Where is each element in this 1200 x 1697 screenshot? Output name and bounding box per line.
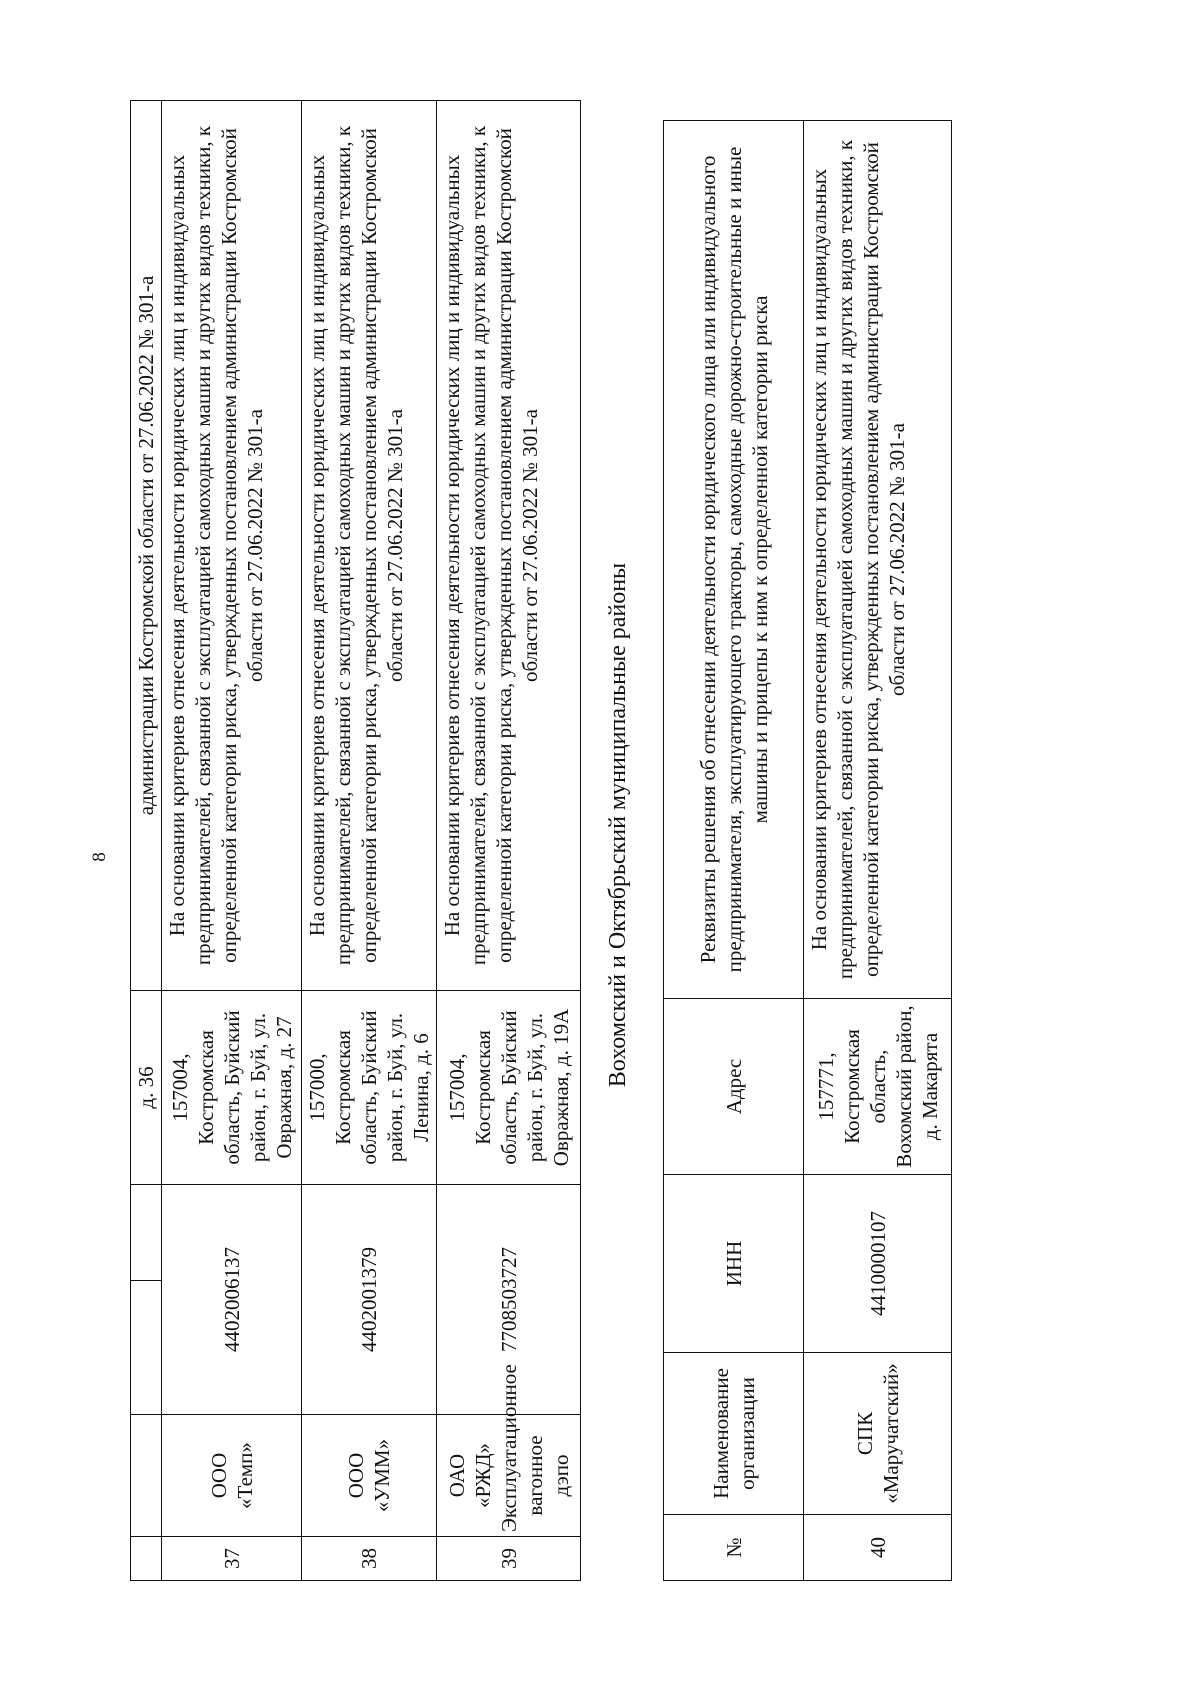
header-requisites: Реквизиты решения об отнесении деятельности юридического лица или индивидуального предпринимателя, эксплуатирующего тракторы, самоходные дорожно-строительные и иные машины и прицепы к ним к определенной категории риска	[664, 121, 804, 999]
org-requisites: На основании критериев отнесения деятельности юридических лиц и индивидуальных предпринимателей, связанной с эксплуатацией самоходных машин и других видов техники, к определенной категории риска, утвержденных постановлением администрации Костромской области от 27.06.2022 № 301-а	[437, 101, 581, 991]
organizations-table-buysky	[130, 101, 574, 1581]
org-requisites: На основании критериев отнесения деятельности юридических лиц и индивидуальных предпринимателей, связанной с эксплуатацией самоходных машин и других видов техники, к определенной категории риска, утвержденных постановлением администрации Костромской области от 27.06.2022 № 301-а	[162, 101, 302, 991]
org-address: 157000, Костромская область, Буйский район, г. Буй, ул. Ленина, д. 6	[302, 991, 437, 1185]
row-number: 40	[804, 1515, 952, 1581]
continuation-row	[131, 101, 162, 1581]
org-name: СПК «Маручатский»	[804, 1353, 952, 1515]
table-row	[302, 101, 437, 1581]
header-num: №	[664, 1515, 804, 1581]
row-number: 38	[302, 1537, 437, 1581]
table-row	[437, 101, 581, 1581]
header-row	[664, 121, 804, 1581]
org-name: ОАО «РЖД» Эксплуатационное вагонное дэпо	[437, 1415, 581, 1537]
table-row	[804, 121, 952, 1581]
org-inn: 7708503727	[437, 1185, 581, 1415]
org-inn: 4402001379	[302, 1185, 437, 1415]
continuation-address: д. 36	[131, 991, 162, 1185]
header-name: Наименование организации	[664, 1353, 804, 1515]
section-heading: Вохомский и Октябрьский муниципальные районы	[605, 562, 631, 1088]
org-address: 157771, Костромская область, Вохомский район, д. Макарята	[804, 999, 952, 1175]
organizations-table-vokhomsky	[663, 121, 953, 1581]
org-address: 157004, Костромская область, Буйский район, г. Буй, ул. Овражная, д. 19А	[437, 991, 581, 1185]
row-number: 37	[162, 1537, 302, 1581]
page-number: 8	[89, 852, 110, 862]
org-requisites: На основании критериев отнесения деятельности юридических лиц и индивидуальных предпринимателей, связанной с эксплуатацией самоходных машин и других видов техники, к определенной категории риска, утвержденных постановлением администрации Костромской области от 27.06.2022 № 301-а	[302, 101, 437, 991]
continuation-requisites: администрации Костромской области от 27.06.2022 № 301-а	[131, 101, 162, 991]
header-inn: ИНН	[664, 1175, 804, 1353]
table-row	[162, 101, 302, 1581]
org-inn: 4410000107	[804, 1175, 952, 1353]
org-requisites: На основании критериев отнесения деятельности юридических лиц и индивидуальных предпринимателей, связанной с эксплуатацией самоходных машин и других видов техники, к определенной категории риска, утвержденных постановлением администрации Костромской области от 27.06.2022 № 301-а	[804, 121, 952, 999]
header-address: Адрес	[664, 999, 804, 1175]
org-inn: 4402006137	[162, 1185, 302, 1415]
row-number: 39	[437, 1537, 581, 1581]
org-name: ООО «УММ»	[302, 1415, 437, 1537]
org-name: ООО «Темп»	[162, 1415, 302, 1537]
org-address: 157004, Костромская область, Буйский район, г. Буй, ул. Овражная, д. 27	[162, 991, 302, 1185]
